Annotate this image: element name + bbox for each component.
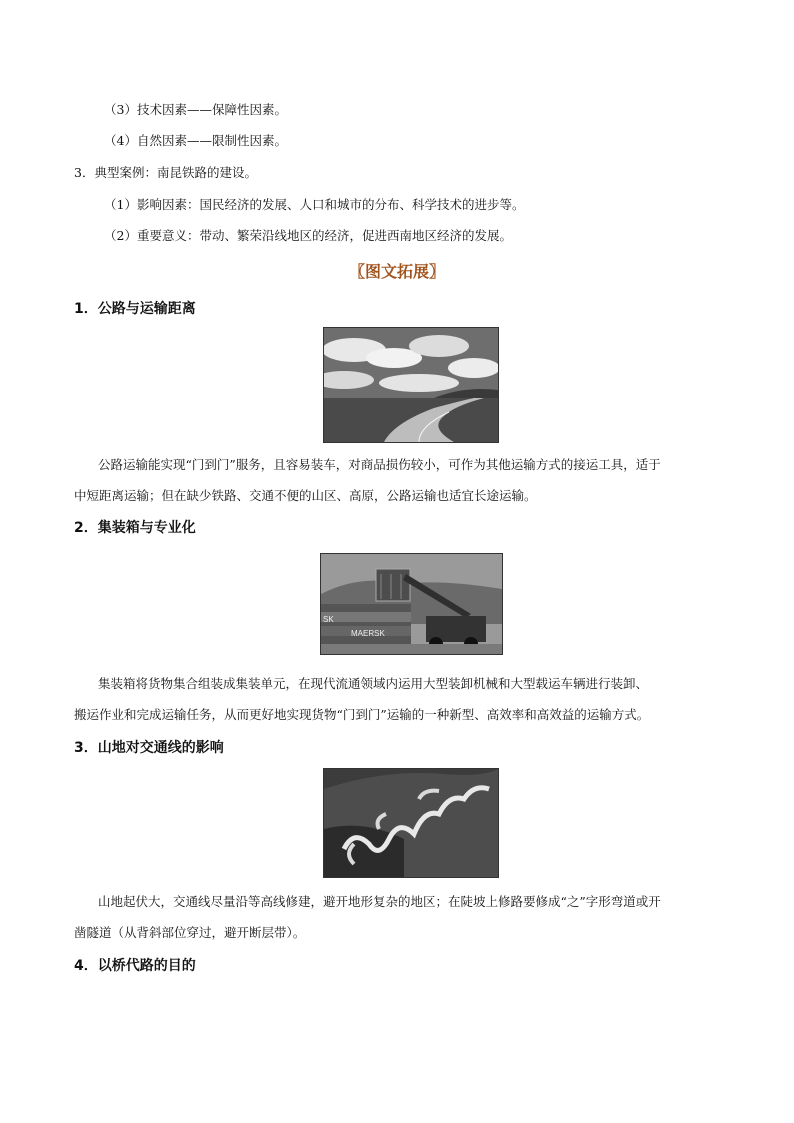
item-heading: 3．山地对交通线的影响 (74, 740, 224, 756)
paragraph-line: 凿隧道（从背斜部位穿过，避开断层带）。 (74, 925, 306, 940)
highway-photo (323, 327, 499, 443)
paragraph-line: 集装箱将货物集合组装成集装单元，在现代流通领域内运用大型装卸机械和大型载运车辆进行装卸、 (98, 676, 649, 691)
mountain-road-photo (323, 768, 499, 878)
text-line: （4）自然因素——限制性因素。 (104, 133, 287, 148)
paragraph-line: 中短距离运输；但在缺少铁路、交通不便的山区、高原，公路运输也适宜长途运输。 (74, 488, 537, 503)
text-line: （1）影响因素：国民经济的发展、人口和城市的分布、科学技术的进步等。 (104, 197, 525, 212)
text-line: 3．典型案例：南昆铁路的建设。 (74, 165, 257, 180)
container-label: SK (323, 615, 334, 624)
paragraph-line: 山地起伏大，交通线尽量沿等高线修建，避开地形复杂的地区；在陡坡上修路要修成“之”字形弯道或开 (98, 894, 661, 909)
item-heading: 4．以桥代路的目的 (74, 958, 196, 974)
container-port-photo (320, 553, 503, 655)
container-label: MAERSK (351, 629, 385, 638)
item-heading: 1．公路与运输距离 (74, 301, 196, 317)
item-heading: 2．集装箱与专业化 (74, 520, 196, 536)
text-line: （2）重要意义：带动、繁荣沿线地区的经济，促进西南地区经济的发展。 (104, 228, 512, 243)
section-title: 〖图文拓展〗 (348, 262, 445, 281)
paragraph-line: 公路运输能实现“门到门”服务，且容易装车，对商品损伤较小，可作为其他运输方式的接运工具，适于 (98, 457, 661, 472)
paragraph-line: 搬运作业和完成运输任务，从而更好地实现货物“门到门”运输的一种新型、高效率和高效益的运输方式。 (74, 707, 650, 722)
text-line: （3）技术因素——保障性因素。 (104, 102, 287, 117)
